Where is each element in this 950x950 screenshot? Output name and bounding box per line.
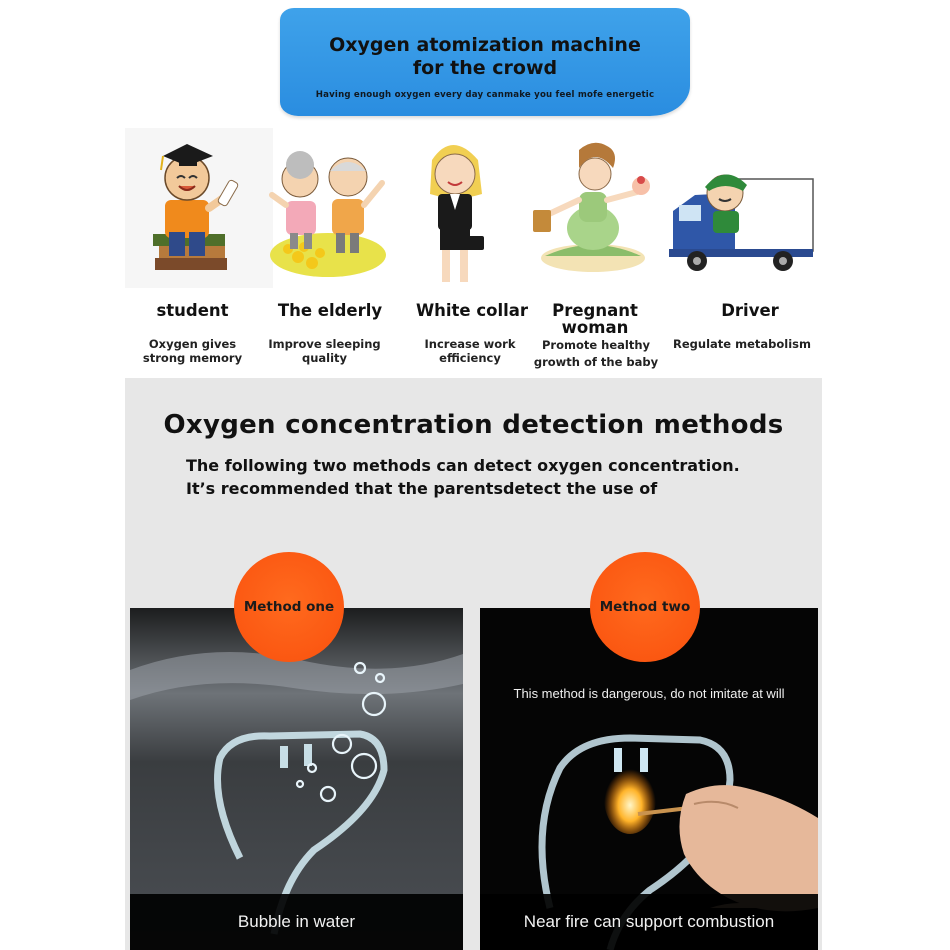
crowd-desc-student: Oxygen gives strong memory <box>142 337 243 365</box>
section-line-1: The following two methods can detect oxygen concentration. <box>186 456 740 475</box>
method-two-caption: Near fire can support combustion <box>523 912 775 931</box>
method-one-badge <box>234 552 344 662</box>
method-two-warning: This method is dangerous, do not imitate at will <box>513 686 785 701</box>
crowd-desc-driver: Regulate metabolism <box>673 337 811 351</box>
method-two-badge-label: Method two <box>599 599 691 615</box>
crowd-desc-white-collar: Increase work efficiency <box>424 337 516 365</box>
banner-subtitle: Having enough oxygen every day canmake you feel mofe energetic <box>315 90 655 100</box>
crowd-label-driver: Driver <box>721 301 779 320</box>
crowd-label-elderly: The elderly <box>277 301 383 320</box>
office-worker-figure <box>410 132 500 292</box>
method-two-badge <box>590 552 700 662</box>
section-title: Oxygen concentration detection methods <box>163 410 784 440</box>
elderly-couple-figure <box>258 135 398 285</box>
method-one-caption-bar <box>130 894 463 950</box>
method-one-badge-label: Method one <box>243 599 335 615</box>
student-figure <box>125 128 273 288</box>
banner <box>280 8 690 116</box>
section-line-2: It’s recommended that the parentsdetect the use of <box>186 479 658 498</box>
crowd-label-pregnant-woman: Pregnant woman <box>552 301 638 337</box>
crowd-desc-elderly: Improve sleeping quality <box>268 337 381 365</box>
crowd-desc-pregnant-woman: Promote healthy growth of the baby <box>533 338 659 369</box>
method-one-caption: Bubble in water <box>237 912 356 931</box>
crowd-label-white-collar: White collar <box>415 301 529 320</box>
truck-driver-figure <box>665 165 817 277</box>
banner-title: Oxygen atomization machine for the crowd <box>329 34 641 79</box>
pregnant-woman-figure <box>515 140 665 280</box>
crowd-label-student: student <box>156 301 229 320</box>
method-two-caption-bar <box>480 894 818 950</box>
